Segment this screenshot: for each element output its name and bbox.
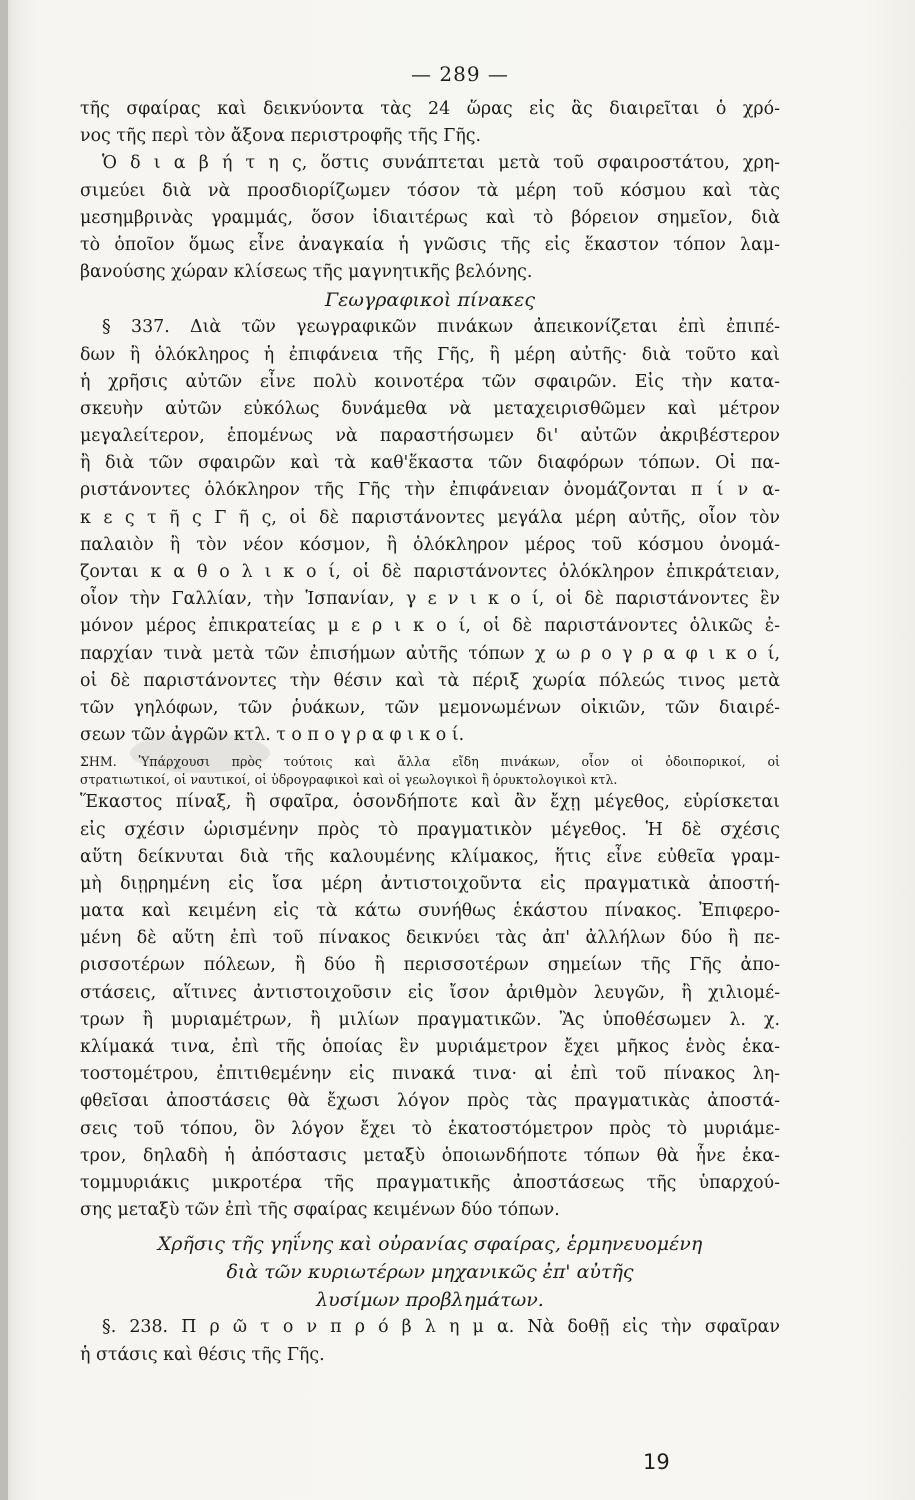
text-line: ριστάνοντες ὁλόκληρον τῆς Γῆς τὴν ἐπιφάνειαν ὀνομάζονται π ί ν α- xyxy=(80,480,780,501)
footnote xyxy=(80,753,780,789)
text-line: ἢ διὰ τῶν σφαιρῶν καὶ τὰ καθ'ἕκαστα τῶν διαφόρων τόπων. Οἱ πα- xyxy=(80,453,780,474)
page-content xyxy=(80,62,780,1369)
text-line: βανούσης χώραν κλίσεως τῆς μαγνητικῆς βελόνης. xyxy=(80,262,533,283)
text-line: σιμεύει διὰ νὰ προσδιορίζωμεν τόσον τὰ μέρη τοῦ κόσμου καὶ τὰς xyxy=(80,180,780,201)
text-line: Ὁ δ ι α β ή τ η ς, ὅστις συνάπτεται μετὰ τοῦ σφαιροστάτου, χρη- xyxy=(102,153,780,174)
text-line: § 337. Διὰ τῶν γεωγραφικῶν πινάκων ἀπεικονίζεται ἐπὶ ἐπιπέ- xyxy=(102,317,780,338)
text-line: τρων ἢ μυριαμέτρων, ἢ μιλίων πραγματικῶν. Ἂς ὑποθέσωμεν λ. χ. xyxy=(80,1009,780,1030)
text-line: παλαιὸν ἢ τὸν νέον κόσμον, ἢ ὁλόκληρον μέρος τοῦ κόσμου ὀνομά- xyxy=(80,534,780,555)
text-line: μένη δὲ αὕτη ἐπὶ τοῦ πίνακος δεικνύει τὰς ἀπ' ἀλλήλων δύο ἢ πε- xyxy=(80,928,780,949)
text-line: κλίμακά τινα, ἐπὶ τῆς ὁποίας ἓν μυριάμετρον ἔχει μῆκος ἑνὸς ἑκα- xyxy=(80,1037,780,1057)
paragraph-337 xyxy=(80,314,780,749)
heading-line: διὰ τῶν κυριωτέρων μηχανικῶς ἐπ' αὐτῆς xyxy=(226,1261,634,1284)
signature-mark: 19 xyxy=(643,1450,670,1474)
text-line: στάσεις, αἵτινες ἀντιστοιχοῦσιν εἰς ἴσον ἀριθμὸν λευγῶν, ἢ χιλιομέ- xyxy=(80,982,780,1003)
text-line: τῶν γηλόφων, τῶν ῥυάκων, τῶν μεμονωμένων οἰκιῶν, τῶν διαιρέ- xyxy=(80,697,780,718)
text-line: ἡ στάσις καὶ θέσις τῆς Γῆς. xyxy=(80,1344,325,1365)
section-heading-maps: Γεωγραφικοὶ πίνακες xyxy=(325,289,535,312)
text-line: κ ε ς τ ῆ ς Γ ῆ ς, οἱ δὲ παριστάνοντες μεγάλα μέρη αὐτῆς, οἷον τὸν xyxy=(80,507,780,528)
note-line: στρατιωτικοί, οἱ ναυτικοί, οἱ ὑδρογραφικοὶ καὶ οἱ γεωλογικοὶ ἢ ὀρυκτολογικοὶ κτλ. xyxy=(80,772,618,788)
text-line: ματα καὶ κειμένη εἰς τὰ κάτω συνήθως ἑκάστου πίνακος. Ἐπιφερο- xyxy=(80,901,780,922)
text-line: τομμυριάκις μικροτέρα τῆς πραγματικῆς ἀποστάσεως τῆς ὑπαρχού- xyxy=(80,1172,780,1193)
text-line: οἷον τὴν Γαλλίαν, τὴν Ἱσπανίαν, γ ε ν ι κ ο ί, οἱ δὲ παριστάνοντες ἓν xyxy=(80,589,780,610)
text-line: σεων τῶν ἀγρῶν κτλ. τ ο π ο γ ρ α φ ι κ ο ί. xyxy=(80,725,465,746)
text-line: μεγαλείτερον, ἑπομένως νὰ παραστήσωμεν δι' αὐτῶν ἀκριβέστερον xyxy=(80,426,780,447)
text-line: φθεῖσαι ἀποστάσεις θὰ ἔχωσι λόγον πρὸς τὰς πραγματικὰς ἀποστά- xyxy=(80,1091,780,1112)
text-line: ἡ χρῆσις αὐτῶν εἶνε πολὺ κοινοτέρα τῶν σφαιρῶν. Εἰς τὴν κατα- xyxy=(80,371,780,392)
text-line: αὕτη δείκνυται διὰ τῆς καλουμένης κλίμακος, ἥτις εἶνε εὐθεῖα γραμ- xyxy=(80,846,780,867)
text-line: τῆς σφαίρας καὶ δεικνύοντα τὰς 24 ὥρας εἰς ἃς διαιρεῖται ὁ χρό- xyxy=(80,99,780,119)
text-line: μὴ διῃρημένη εἰς ἴσα μέρη ἀντιστοιχοῦντα εἰς πραγματικὰ ἀποστή- xyxy=(80,873,780,894)
text-line: σκευὴν αὐτῶν εὐκόλως δυνάμεθα νὰ μεταχειρισθῶμεν καὶ μέτρον xyxy=(80,398,780,419)
paragraph-scale xyxy=(80,789,780,1224)
text-line: παρχίαν τινὰ μετὰ τῶν ἐπισήμων αὐτῆς τόπων χ ω ρ ο γ ρ α φ ι κ ο ί, xyxy=(80,643,780,664)
text-line: μεσημβρινὰς γραμμάς, ὅσον ἰδιαιτέρως καὶ τὸ βόρειον σημεῖον, διὰ xyxy=(80,207,780,228)
text-line: §. 238. Π ρ ῶ τ ο ν π ρ ό β λ η μ α. Νὰ δοθῇ εἰς τὴν σφαῖραν xyxy=(102,1317,780,1338)
paragraph-compass xyxy=(80,150,780,286)
note-line: ΣΗΜ. Ὑπάρχουσι πρὸς τούτοις καὶ ἄλλα εἴδη πινάκων, οἷον οἱ ὁδοιπορικοί, οἱ xyxy=(80,754,780,770)
paragraph-238 xyxy=(80,1314,780,1368)
text-line: ζονται κ α θ ο λ ι κ ο ί, οἱ δὲ παριστάνοντες ὁλόκληρον ἐπικράτειαν, xyxy=(80,562,780,582)
text-line: οἱ δὲ παριστάνοντες τὴν θέσιν καὶ τὰ πέριξ χωρία πόλεώς τινος μετὰ xyxy=(80,670,780,691)
paragraph-globe-hours xyxy=(80,96,780,150)
page-binding-edge xyxy=(0,0,8,1500)
text-line: δων ἢ ὁλόκληρος ἡ ἐπιφάνεια τῆς Γῆς, ἢ μέρη αὐτῆς· διὰ τοῦτο καὶ xyxy=(80,344,780,365)
page-number: — 289 — xyxy=(411,62,509,86)
text-line: εἰς σχέσιν ὡρισμένην πρὸς τὸ πραγματικὸν μέγεθος. Ἡ δὲ σχέσις xyxy=(80,819,780,840)
text-line: μόνον μέρος ἐπικρατείας μ ε ρ ι κ ο ί, οἱ δὲ παριστάνοντες ὁλικῶς ἐ- xyxy=(80,616,780,637)
section-heading-globe-use xyxy=(80,1230,780,1314)
text-line: σεις τοῦ τόπου, ὃν λόγον ἔχει τὸ ἑκατοστόμετρον πρὸς τὸ μυριάμε- xyxy=(80,1118,780,1139)
heading-line: λυσίμων προβλημάτων. xyxy=(316,1289,544,1312)
text-line: Ἕκαστος πίναξ, ἢ σφαῖρα, ὁσονδήποτε καὶ ἂν ἔχῃ μέγεθος, εὑρίσκεται xyxy=(80,792,780,813)
text-line: ρισσοτέρων πόλεων, ἢ δύο ἢ περισσοτέρων σημείων τῆς Γῆς ἀπο- xyxy=(80,955,780,976)
text-line: τρον, δηλαδὴ ἡ ἀπόστασις μεταξὺ ὁποιωνδήποτε τόπων θὰ ἦνε ἑκα- xyxy=(80,1145,780,1166)
text-line: τοστομέτρου, ἐπιτιθεμένην εἰς πινακά τινα· αἱ ἐπὶ τοῦ πίνακος λη- xyxy=(80,1064,780,1085)
text-line: νος τῆς περὶ τὸν ἄξονα περιστροφῆς τῆς Γῆς. xyxy=(80,126,482,147)
heading-line: Χρῆσις τῆς γηΐνης καὶ οὐρανίας σφαίρας, ἑρμηνευομένη xyxy=(157,1233,703,1256)
text-line: τὸ ὁποῖον ὅμως εἶνε ἀναγκαία ἡ γνῶσις τῆς εἰς ἕκαστον τόπον λαμ- xyxy=(80,234,780,255)
text-line: σης μεταξὺ τῶν ἐπὶ τῆς σφαίρας κειμένων δύο τόπων. xyxy=(80,1200,560,1221)
